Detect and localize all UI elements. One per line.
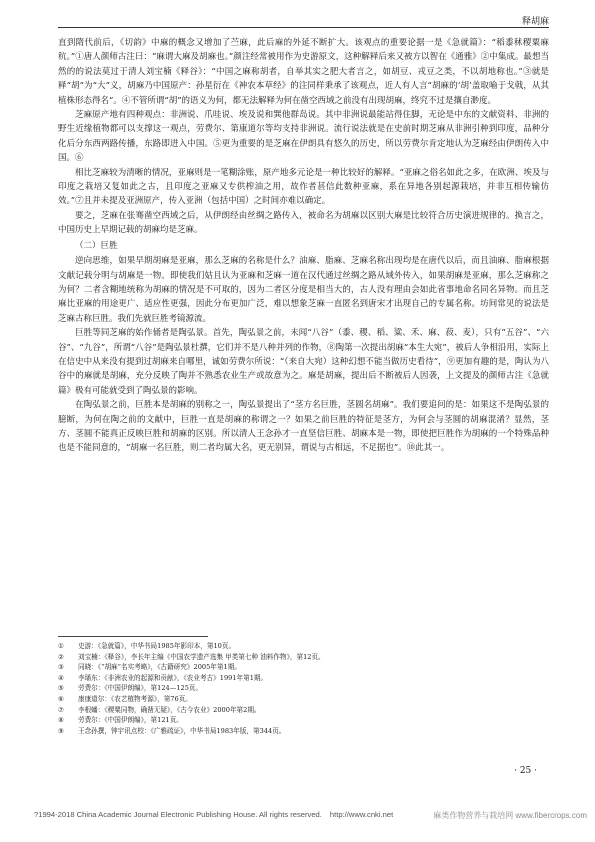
footnote-text: 李根蟠：《稷粟同物，确凿无疑》，《古今农业》2000年第2期。 [78,705,261,714]
copyright-notice: ?1994-2018 China Academic Journal Electronic Publishing House. All rights reserved. [34,810,322,819]
paragraph: 在陶弘景之前，巨胜本是胡麻的别称之一，陶弘景提出了“茎方名巨胜，茎圆名胡麻”。我们要追问的是：如果这不是陶弘景的臆断，为何在陶之前的文献中，巨胜一直是胡麻的称谓之一？如果之前巨胜的特征是茎方，为何会与茎圆的胡麻混淆？显然，茎方、茎圆不能真正反映巨胜和胡麻的区别。所以清人王念孙才一直坚信巨胜、胡麻本是一物，即使把巨胜作为胡麻的一个特殊品种也是不能同意的，“胡麻一名巨胜，则二者均属大名，更无别异，谓说与古相远，不足据也”。⑩此其一。 [58,400,549,454]
paragraph: 相比芝麻较为清晰的情况，亚麻则是一笔糊涂账，原产地多元论是一种比较好的解释。“亚麻之俗名如此之多，在欧洲、埃及与印度之栽培又复如此之古，且印度之亚麻又专供榨油之用，故作者甚信此数种亚麻，系在异地各别起源栽培，并非互相传输仿效。”⑦且并未提及亚洲原产，传入亚洲（包括中国）之时间亦难以确定。 [58,167,549,207]
footnotes [58,641,549,736]
footnote-number: ⑧ [58,716,64,725]
paragraph: 芝麻原产地有四种观点：非洲说、爪哇说、埃及说和巽他群岛说。其中非洲说最能站得住脚，无论是中东的文献资料、非洲的野生近缘植物都可以支撑这一观点，劳费尔、第康道尔等均支持非洲说。流行说法就是在史前时期芝麻从非洲引种到印度，品种分化后分东西两路传播，东路即进入中国。⑤更为重要的是芝麻在伊朗具有悠久的历史，所以劳费尔肯定地认为芝麻经由伊朗传入中国。⑥ [58,110,549,164]
footnote-number: ① [58,642,64,650]
footnote-text: 劳费尔：《中国伊朗编》，第121页。 [78,716,183,725]
paragraph: 要之，芝麻在张骞凿空西域之后，从伊朗经由丝绸之路传入，被命名为胡麻以区别大麻是比较符合历史演进规律的。换言之，中国历史上早期记载的胡麻均是芝麻。 [58,210,549,236]
footnote-text: 同晓：《“胡麻”名实考略》，《古籍研究》2005年第1期。 [78,663,241,672]
source-link[interactable]: http://www.cnki.net [329,810,394,819]
footnote [58,641,549,652]
footnote-text: 劳费尔：《中国伊朗编》，第124—125页。 [78,684,203,693]
footnote [58,683,549,694]
footnote-text: 李璠东：《非洲农业的起源和贡献》，《农业考古》1991年第1期。 [78,673,268,682]
footnote-rule [58,636,208,637]
footnote-number: ③ [58,663,64,672]
footnote-number: ⑤ [58,684,64,693]
watermark: 麻类作物营养与栽培网 www.fibercrops.com [433,811,587,820]
footnote-number: ⑨ [58,726,64,735]
footnote-text: 康康道尔：《农艺植物考源》，第76页。 [78,694,192,703]
footnote-number: ⑦ [58,705,64,714]
footnote-number: ④ [58,673,64,682]
footnote-text: 史游：《急就篇》，中华书局1985年影印本，第10页。 [78,642,236,650]
footnote [58,715,549,726]
page-number: · 25 · [514,766,537,776]
paragraph: 直到隋代前后，《切韵》中麻的概念又增加了苎麻，此后麻的外延不断扩大。该观点的重要论据一是《急就篇》：“稻黍秫稷粟麻秔。”①唐人颜师古注曰：“麻谓大麻及胡麻也。”颜注经常被用作为史游原文，这种解释后来又被方以智在《通雅》②中集成。最想当然的的说法莫过于清人刘宝楠《释谷》：“中国之麻称胡者，自举其实之肥大者言之，如胡豆、戎豆之类，不以胡地称也。”③就是释“胡”为“大”义，胡麻乃中国原产：孙星衍在《神农本草经》的注同样秉承了该观点，近人有人言“胡麻的‘胡’盖取喻于戈戟，从其植株形态得名”。④不管所谓“胡”的语义为何，都无法解释为何在凿空西域之前没有出现胡麻，终究不过是攘自渺度。 [58,38,549,106]
footnote [58,694,549,705]
paragraph: 逆向思维，如果早期胡麻是亚麻，那么芝麻的名称是什么？油麻、脂麻、芝麻名称出现均是在唐代以后，而且油麻、脂麻根据文献记载分明与胡麻是一物。即使我们姑且认为亚麻和芝麻一道在汉代通过丝绸之路从域外传入，如果胡麻是亚麻，那么芝麻称之为何？二者含糊地统称为胡麻的情况是不可取的，因为二者区分度是相当大的，古人没有理由会如此省事地命名同名异物。而且芝麻比亚麻的用途更广、适应性更强，因此分布更加广泛，难以想象芝麻一直匿名到唐宋才出现自己的专属名称。坊间常见的说法是芝麻古称巨胜。我们先就巨胜考镜源流。 [58,256,549,324]
footnote [58,662,549,673]
footnote-text: 刘宝楠：《释谷》，李长年主编《中国农学遗产选集 甲类第七种 油料作物》，第12页。 [78,652,325,661]
footnote-number: ② [58,652,64,661]
paragraph: 巨胜等同芝麻的始作俑者是陶弘景。首先，陶弘景之前，未闻“八谷”（黍、稷、稻、粱、禾、麻、菽、麦），只有“五谷”、“六谷”、“九谷”，所谓“八谷”是陶弘景杜撰，它们并不是八种并列的作物，⑧陶第一次提出胡麻“本生大宛”，被后人争相沿用，实际上在信史中从来没有提到过胡麻来自哪里，诚如劳费尔所说：“（来自大宛）这种幻想不能当做历史看待”，⑨更加有趣的是，陶认为八谷中的麻就是胡麻，充分反映了陶并不熟悉农业生产或故意为之。麻是胡麻，提出后不断被后人因袭，上文提及的颜师古注《急就篇》极有可能就受到了陶弘景的影响。 [58,328,549,396]
page-footer [34,810,587,821]
footnote-text: 王念孙撰，钟宇讯点校：《广雅疏证》，中华书局1983年版，第344页。 [78,726,286,735]
footnote [58,673,549,684]
running-header: 释胡麻 [521,17,549,27]
footnote-number: ⑥ [58,694,64,703]
footnote [58,726,549,737]
section-heading: （二）巨胜 [75,240,118,251]
footnote [58,705,549,716]
footnote [58,652,549,663]
body-text [58,36,549,456]
header-rule [58,27,549,28]
